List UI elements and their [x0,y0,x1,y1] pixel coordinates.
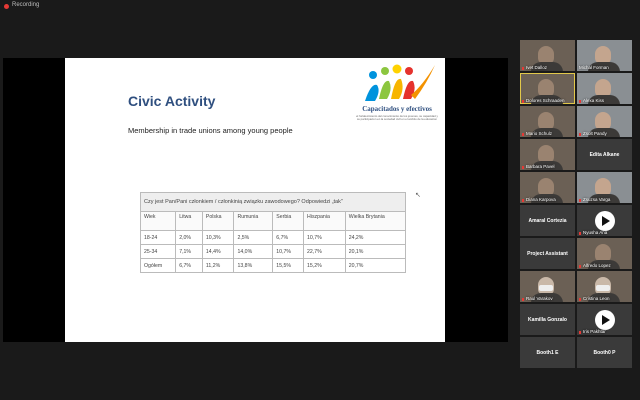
table-cell: Ogółem [141,259,176,273]
table-header-row [141,212,406,231]
participant-name: Edita Alkane [589,151,620,158]
table-cell: 24,2% [345,231,405,245]
participant-name: Kamilla Gonzalo [528,316,567,323]
logo-figures-icon [351,61,443,105]
muted-mic-icon [522,298,524,301]
table-cell: 6,7% [176,259,203,273]
table-cell: 14,0% [234,245,273,259]
participant-tile[interactable] [577,40,632,71]
participant-tile[interactable] [520,337,575,368]
recording-indicator-icon [4,4,9,9]
table-cell: 2,5% [234,231,273,245]
participant-name: Mario Schulz [526,131,553,136]
screen-share-area [3,58,508,342]
top-bar [0,0,640,14]
table-cell: 22,7% [304,245,346,259]
mouse-cursor-icon: ↖ [415,192,421,199]
table-cell: 7,1% [176,245,203,259]
play-icon[interactable] [595,211,615,231]
participant-tile[interactable] [577,337,632,368]
muted-mic-icon [522,166,524,169]
participant-name: Booth1 E [536,349,559,356]
table-cell: 6,7% [273,231,304,245]
muted-mic-icon [579,100,581,103]
participant-name: Michal Forman [579,65,609,70]
muted-mic-icon [522,67,524,70]
slide-subtitle: Membership in trade unions among young people [128,126,293,135]
table-header-cell: Wielka Brytania [345,212,405,231]
slide-title: Civic Activity [128,93,216,109]
participant-tile[interactable] [577,304,632,335]
logo-tagline: el fortalecimiento del conocimiento de los jovenes, su capacidad y su participacion en la sociedad civil en el ambito de la educacion [356,114,438,121]
muted-mic-icon [579,298,581,301]
table-header-cell: Wiek [141,212,176,231]
table-cell: 14,4% [202,245,234,259]
table-cell: 2,0% [176,231,203,245]
table-cell: 11,2% [202,259,234,273]
table-cell: 20,7% [345,259,405,273]
participant-tile[interactable] [520,238,575,269]
muted-mic-icon [579,199,581,202]
table-header-cell: Litwa [176,212,203,231]
table-cell: 13,8% [234,259,273,273]
table-header-cell: Polska [202,212,234,231]
table-question: Czy jest Pan/Pani członkiem / członkinią związku zawodowego? Odpowiedzi „tak” [141,193,406,212]
muted-mic-icon [522,199,524,202]
participant-tile[interactable] [520,304,575,335]
participant-tile[interactable] [520,205,575,236]
participant-tile[interactable] [577,238,632,269]
participant-name: Booth0 P [593,349,616,356]
table-header-cell: Rumunia [234,212,273,231]
logo-title: Capacitados y efectivos [362,105,432,113]
participant-name: Zsuzsa Varga [583,197,611,202]
participant-name: Barbara Pavel [526,164,555,169]
participant-tile[interactable] [520,271,575,302]
table-cell: 20,1% [345,245,405,259]
participant-tile[interactable] [577,106,632,137]
participant-tile[interactable] [577,172,632,203]
muted-mic-icon [579,265,581,268]
participant-name: Alfredo Lopez [583,263,611,268]
table-cell: 15,5% [273,259,304,273]
participant-name: Cristina Leon [583,296,610,301]
participant-name: Alexa Kiss [583,98,605,103]
table-cell: 10,3% [202,231,234,245]
muted-mic-icon [522,100,524,103]
muted-mic-icon [579,331,581,334]
participant-tile[interactable] [520,172,575,203]
participant-name: Zsolt Pandy [583,131,607,136]
participant-tile[interactable] [577,139,632,170]
table-question-row [141,193,406,212]
participant-tile[interactable] [577,271,632,302]
participant-tile[interactable] [520,106,575,137]
muted-mic-icon [579,232,581,235]
participant-name: Diana Karpova [526,197,556,202]
participant-tile[interactable] [520,139,575,170]
participant-name: Ivet Dalloz [526,65,548,70]
table-row [141,231,406,245]
table-cell: 25-34 [141,245,176,259]
participant-name: Project Assistant [527,250,568,257]
participant-tile[interactable] [520,40,575,71]
participant-name: Raul Varakov [526,296,553,301]
table-header-cell: Hiszpania [304,212,346,231]
participant-tile[interactable] [577,205,632,236]
muted-mic-icon [579,133,581,136]
muted-mic-icon [522,133,524,136]
participant-name: Dolores Schraaden [526,98,565,103]
table-row [141,259,406,273]
membership-table [140,192,406,273]
presentation-slide [65,58,445,342]
participant-name: Iris Pakhtar [583,329,606,334]
participant-name: Amaral Cortezia [528,217,567,224]
table-cell: 15,2% [304,259,346,273]
table-header-cell: Serbia [273,212,304,231]
participant-tile-active-speaker[interactable] [520,73,575,104]
recording-label: Recording [12,2,40,8]
participant-name: Nyusha Ana [583,230,608,235]
play-icon[interactable] [595,310,615,330]
participant-tile[interactable] [577,73,632,104]
table-row [141,245,406,259]
project-logo [351,61,443,123]
table-cell: 18-24 [141,231,176,245]
table-cell: 10,7% [273,245,304,259]
table-cell: 10,7% [304,231,346,245]
